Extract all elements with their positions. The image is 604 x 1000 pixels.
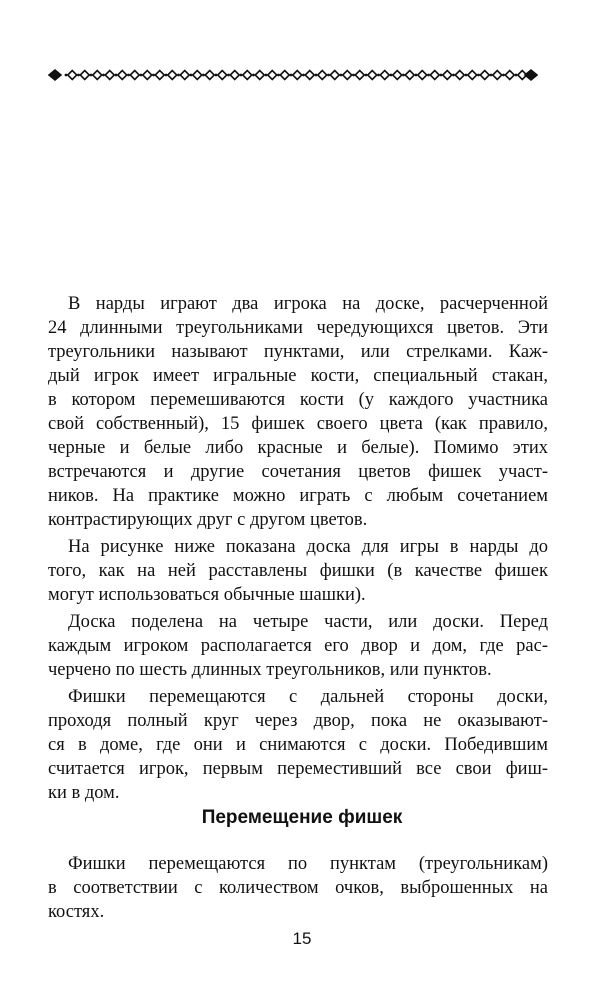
text-line: встречаются и другие сочетания цветов фишек участ- [48, 462, 548, 482]
text-line: контрастирующих друг с другом цветов. [48, 510, 368, 530]
text-line: Фишки перемещаются по пунктам (треугольникам) [68, 854, 548, 874]
text-line: Доска поделена на четыре части, или доски. Перед [68, 612, 548, 632]
paragraph-2 [48, 535, 548, 607]
paragraph-4 [48, 685, 548, 805]
section-heading: Перемещение фишек [201, 807, 403, 828]
text-line: дый игрок имеет игральные кости, специальный стакан, [48, 366, 548, 386]
text-line: 24 длинными треугольниками чередующихся цветов. Эти [48, 318, 548, 338]
text-line: в котором перемешиваются кости (у каждого участника [48, 390, 548, 410]
text-line: На рисунке ниже показана доска для игры в нарды до [68, 537, 548, 557]
text-line: ников. На практике можно играть с любым сочетанием [48, 486, 548, 506]
text-line: свой собственный), 15 фишек своего цвета (как правило, [48, 414, 548, 434]
decorative-divider [48, 68, 538, 82]
text-line: того, как на ней расставлены фишки (в качестве фишек [48, 561, 548, 581]
text-line: костях. [48, 902, 105, 922]
page-number: 15 [292, 929, 312, 948]
paragraph-1 [48, 292, 548, 532]
text-line: каждым игроком располагается его двор и дом, где рас- [48, 636, 548, 656]
body-text [48, 292, 548, 808]
paragraph-3 [48, 610, 548, 682]
text-line: черные и белые либо красные и белые). Помимо этих [48, 438, 548, 458]
text-line: треугольники называют пунктами, или стрелками. Каж- [48, 342, 548, 362]
text-line: черчено по шесть длинных треугольников, или пунктов. [48, 660, 492, 680]
text-line: проходя полный круг через двор, пока не оказывают- [48, 711, 548, 731]
text-line: в соответствии с количеством очков, выброшенных на [48, 878, 548, 898]
section-text [48, 852, 548, 924]
text-line: В нарды играют два игрока на доске, расчерченной [68, 294, 548, 314]
text-line: ся в доме, где они и снимаются с доски. Победившим [48, 735, 548, 755]
text-line: считается игрок, первым переместивший все свои фиш- [48, 759, 548, 779]
text-line: могут использоваться обычные шашки). [48, 585, 366, 605]
text-line: Фишки перемещаются с дальней стороны доски, [68, 687, 548, 707]
text-line: ки в дом. [48, 783, 120, 803]
